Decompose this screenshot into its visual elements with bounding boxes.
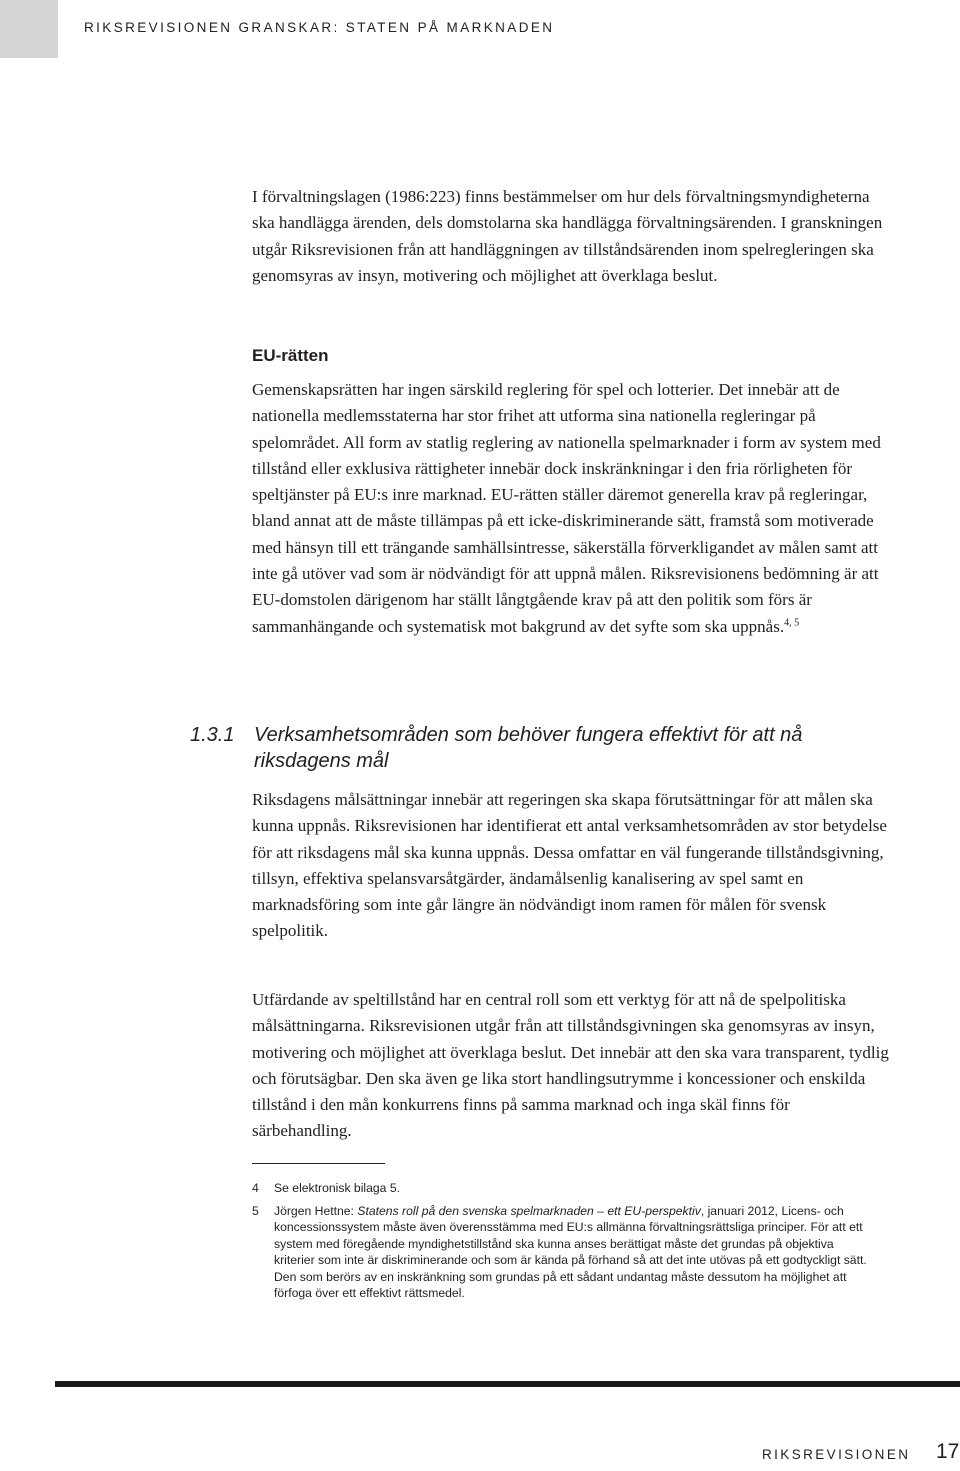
footer-rule — [55, 1381, 960, 1387]
corner-tab-decoration — [0, 0, 58, 58]
footnote-work-title: Statens roll på den svenska spelmarknaden – ett EU-perspektiv — [357, 1204, 701, 1218]
footnote-text — [274, 1180, 872, 1196]
subheading-eu-ratten: EU-rätten — [252, 346, 329, 365]
section-title: Verksamhetsområden som behöver fungera effektivt för att nå riksdagens mål — [254, 724, 803, 772]
paragraph-speltillstand: Utfärdande av speltillstånd har en central roll som ett verktyg för att nå de spelpolitiska målsättningarna. Riksrevisionen utgår från att tillståndsgivningen ska genomsyras av insyn, motivering och möjlighet att överklaga beslut. Det innebär att den ska vara transparent, tydlig och förutsägbar. Den ska även ge lika stort handlingsutrymme i koncessioner och enskilda tillstånd i den mån konkurrens finns på samma marknad och inga skäl finns för särbehandling. — [252, 990, 889, 1141]
paragraph-forvaltningslagen: I förvaltningslagen (1986:223) finns bestämmelser om hur dels förvaltningsmyndigheterna ska handlägga ärenden, dels domstolarna ska handlägga förvaltningsärenden. I granskningen utgår Riksrevisionen från att handläggningen av tillståndsärenden inom spelregleringen ska genomsyras av insyn, motivering och möjlighet att överklaga beslut. — [252, 187, 883, 285]
footer-organization: RIKSREVISIONEN — [762, 1447, 911, 1462]
footnote-4 — [252, 1180, 872, 1196]
footnote-text-part: , januari 2012, Licens- och koncessionssystem måste även överensstämma med EU:s allmänna förvaltningsrättsliga principer. För att ett system med föregående myndighetstillstånd ska kunna anses berättigat måste det grundas på objektiva kriterier som inte är diskriminerande och som är kända på förhand så att det inte utövas på ett godtyckligt sätt. Den som berörs av en inskränkning som grundas på ett sådant undantag måste dessutom ha möjlighet att förfoga över ett effektivt rättsmedel. — [274, 1204, 867, 1301]
running-header: RIKSREVISIONEN GRANSKAR: STATEN PÅ MARKNADEN — [84, 20, 555, 35]
footnote-text-part: Se elektronisk bilaga 5. — [274, 1181, 401, 1195]
footnote-refs: 4, 5 — [784, 617, 800, 629]
paragraph-eu-ratten-text: Gemenskapsrätten har ingen särskild reglering för spel och lotterier. Det innebär att de nationella medlemsstaterna har stor frihet att utforma sina nationella regleringar på spelområdet. All form av statlig reglering av nationella spelmarknader i form av system med tillstånd eller exklusiva rättigheter innebär dock inskränkningar i den fria rörligheten för speltjänster på EU:s inre marknad. EU-rätten ställer däremot generella krav på regleringar, bland annat att de måste tillämpas på ett icke-diskriminerande sätt, framstå som motiverade med hänsyn till ett trängande samhällsintresse, säkerställa förverkligandet av målen samt att inte gå utöver vad som är nödvändigt för att uppnå målen. Riksrevisionens bedömning är att EU-domstolen därigenom har ställt långtgående krav på att den politik som förs är sammanhängande och systematisk mot bakgrund av det syfte som ska uppnås. — [252, 380, 881, 636]
footnote-number: 4 — [252, 1181, 259, 1195]
footnote-divider — [252, 1163, 385, 1164]
footnote-text-part: Jörgen Hettne: — [274, 1204, 358, 1218]
page-number: 17 — [936, 1440, 960, 1463]
footnote-text — [274, 1203, 872, 1301]
paragraph-eu-ratten — [252, 377, 892, 640]
footnote-5 — [252, 1203, 872, 1301]
paragraph-riksdagens-malsattningar: Riksdagens målsättningar innebär att regeringen ska skapa förutsättningar för att målen ska kunna uppnås. Riksrevisionen har identifierat ett antal verksamhetsområden av stor betydelse för att riksdagens mål ska kunna uppnås. Dessa omfattar en väl fungerande tillståndsgivning, tillsyn, effektiva spelansvarsåtgärder, ändamålsenlig kanalisering av spel samt en marknadsföring som inte går längre än nödvändigt inom ramen för målen för svensk spelpolitik. — [252, 790, 887, 941]
section-number: 1.3.1 — [190, 724, 235, 746]
footnote-number: 5 — [252, 1204, 259, 1218]
